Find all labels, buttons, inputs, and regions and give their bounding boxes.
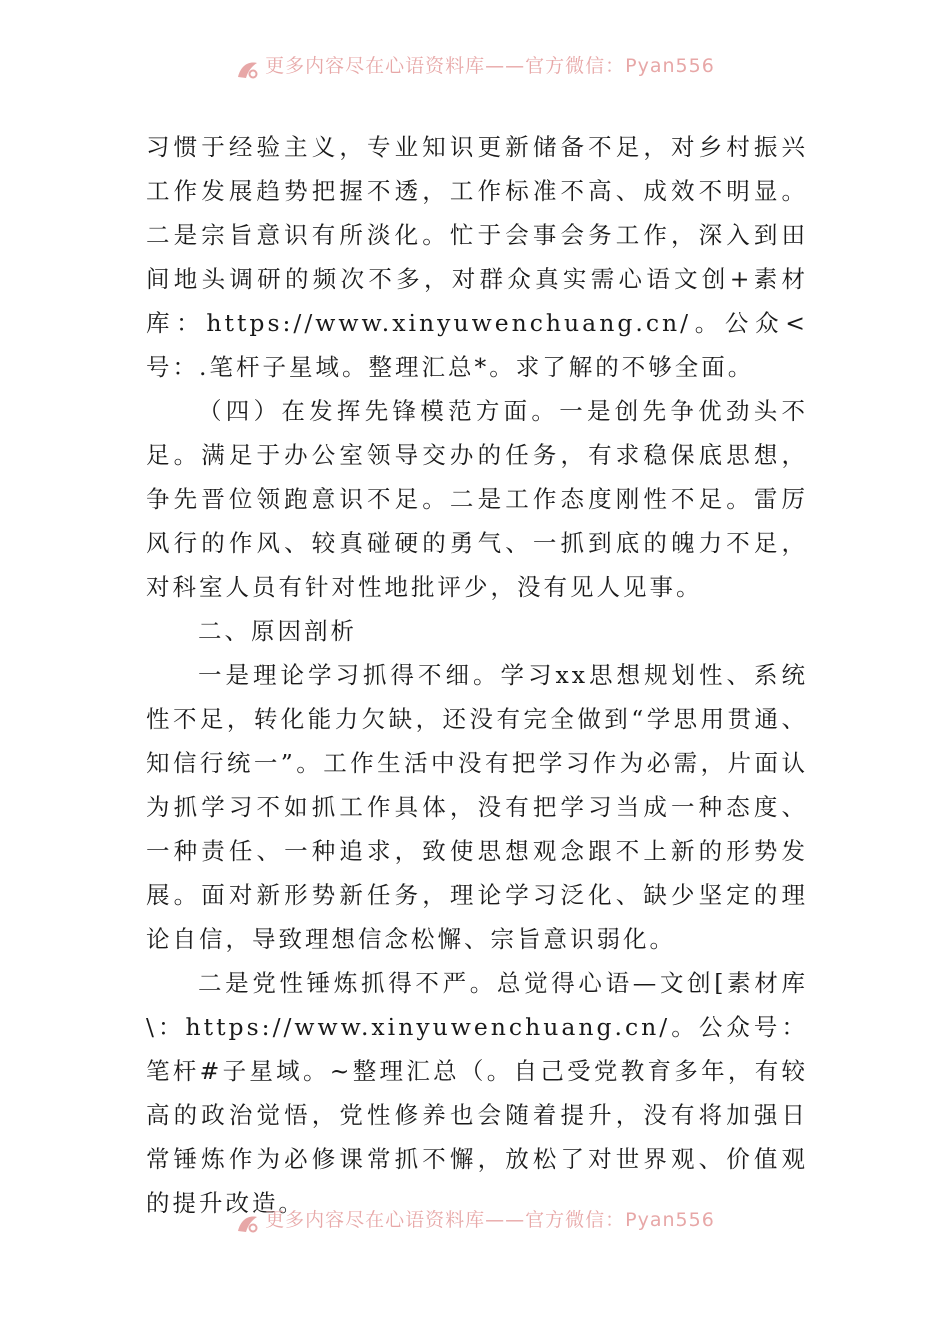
section-heading-cause-analysis: 二、原因剖析 (198, 617, 357, 645)
paragraph-section-four: （四）在发挥先锋模范方面。一是创先争优劲头不足。满足于办公室领导交办的任务，有求稳保底思想，争先晋位领跑意识不足。二是工作态度刚性不足。雷厉风行的作风、较真碰硬的勇气、一抓到底的魄力不足，对科室人员有针对性地批评少，没有见人见事。 (146, 397, 808, 601)
watermark-logo-icon (235, 1211, 261, 1237)
watermark-text: 更多内容尽在心语资料库——官方微信：Pyan556 (265, 54, 715, 77)
footer-watermark (0, 1206, 950, 1242)
paragraph-theory-study: 一是理论学习抓得不细。学习xx思想规划性、系统性不足，转化能力欠缺，还没有完全做到“学思用贯通、知信行统一”。工作生活中没有把学习作为必需，片面认为抓学习不如抓工作具体，没有把学习当成一种态度、一种责任、一种追求，致使思想观念跟不上新的形势发展。面对新形势新任务，理论学习泛化、缺少坚定的理论自信，导致理想信念松懈、宗旨意识弱化。 (146, 661, 808, 953)
paragraph-party-spirit: 二是党性锤炼抓得不严。总觉得心语—文创[素材库\：https://www.xinyuwenchuang.cn/。公众号：笔杆#子星域。~整理汇总（。自己受党教育多年，有较高的政治觉悟，党性修养也会随着提升，没有将加强日常锤炼作为必修课常抓不懈，放松了对世界观、价值观的提升改造。 (146, 969, 808, 1217)
watermark-logo-icon (235, 57, 261, 83)
header-watermark (0, 52, 950, 88)
document-body (146, 125, 808, 1225)
watermark-text: 更多内容尽在心语资料库——官方微信：Pyan556 (265, 1208, 715, 1231)
paragraph-continued: 习惯于经验主义，专业知识更新储备不足，对乡村振兴工作发展趋势把握不透，工作标准不高、成效不明显。二是宗旨意识有所淡化。忙于会事会务工作，深入到田间地头调研的频次不多，对群众真实需心语文创+素材库：https://www.xinyuwenchuang.cn/。公众<号：.笔杆子星域。整理汇总*。求了解的不够全面。 (146, 133, 808, 381)
